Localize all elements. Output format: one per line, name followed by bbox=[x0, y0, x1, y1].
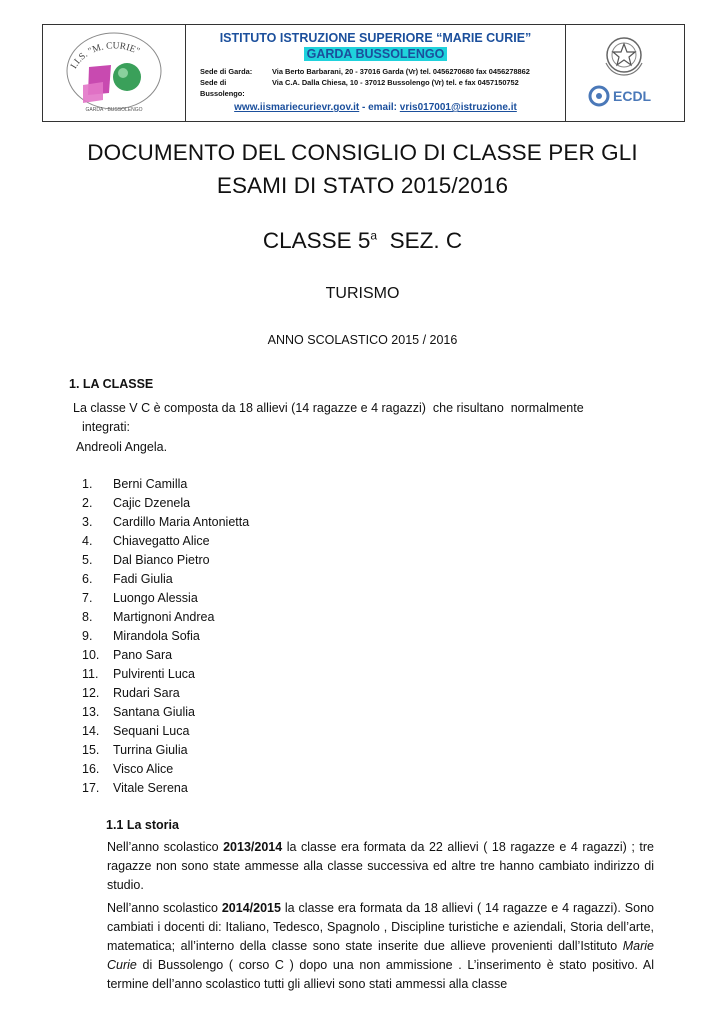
student-number: 4. bbox=[82, 534, 93, 548]
sede-bussolengo bbox=[200, 77, 565, 99]
history-p1-a: Nell’anno scolastico bbox=[107, 840, 224, 854]
student-list-item bbox=[82, 779, 249, 798]
letterhead bbox=[42, 24, 685, 122]
letterhead-info bbox=[186, 25, 566, 121]
student-number: 2. bbox=[82, 496, 93, 510]
student-number: 13. bbox=[82, 705, 100, 719]
logo-subtext: GARDA · BUSSOLENGO bbox=[85, 107, 143, 113]
class-title-a: CLASSE 5 bbox=[262, 228, 371, 253]
student-list-item bbox=[82, 665, 249, 684]
section-heading-la-classe: 1. LA CLASSE bbox=[69, 377, 154, 391]
sede-garda-text: Via Berto Barbarani, 20 - 37016 Garda (Vr) tel. 0456270680 fax 0456278862 bbox=[272, 67, 530, 76]
school-name: ISTITUTO ISTRUZIONE SUPERIORE “MARIE CURIE” bbox=[219, 31, 532, 45]
student-list-item bbox=[82, 608, 249, 627]
student-number: 12. bbox=[82, 686, 100, 700]
class-intro bbox=[73, 399, 654, 437]
sede-bussolengo-text: Via C.A. Dalla Chiesa, 10 - 37012 Bussolengo (Vr) tel. e fax 0457150752 bbox=[272, 78, 519, 87]
student-name: Cajic Dzenela bbox=[113, 496, 191, 510]
ecdl-label: ECDL bbox=[613, 88, 652, 104]
logo-text: I.I.S. "M. CURIE" bbox=[69, 41, 141, 71]
student-name: Santana Giulia bbox=[113, 705, 196, 719]
student-name: Berni Camilla bbox=[113, 477, 188, 491]
email-link[interactable]: vris017001@istruzione.it bbox=[399, 102, 517, 113]
class-intro-line1: La classe V C è composta da 18 allievi (14 ragazze e 4 ragazzi) che risultano normalmente bbox=[73, 401, 584, 415]
student-name: Luongo Alessia bbox=[113, 591, 198, 605]
school-place: GARDA BUSSOLENGO bbox=[304, 47, 448, 61]
school-logo bbox=[43, 25, 186, 121]
student-list-item bbox=[82, 760, 249, 779]
student-list-item bbox=[82, 646, 249, 665]
student-number: 15. bbox=[82, 743, 100, 757]
history-p2-italic: Marie Curie bbox=[107, 939, 654, 973]
sede-bussolengo-label: Sede di Bussolengo: bbox=[200, 78, 245, 98]
student-name: Visco Alice bbox=[113, 762, 174, 776]
student-name: Fadi Giulia bbox=[113, 572, 173, 586]
history-paragraph-2 bbox=[107, 899, 654, 995]
contacts bbox=[186, 102, 565, 113]
school-logo-graphic bbox=[43, 25, 185, 121]
student-list-item bbox=[82, 722, 249, 741]
history-p2-year: 2014/2015 bbox=[221, 900, 281, 915]
student-list-item bbox=[82, 551, 249, 570]
student-number: 16. bbox=[82, 762, 100, 776]
student-number: 6. bbox=[82, 572, 93, 586]
school-year: ANNO SCOLASTICO 2015 / 2016 bbox=[267, 333, 458, 347]
student-list-item bbox=[82, 513, 249, 532]
history-p2-a: Nell’anno scolastico bbox=[107, 900, 222, 915]
student-number: 8. bbox=[82, 610, 93, 624]
student-number: 11. bbox=[82, 667, 99, 681]
student-number: 5. bbox=[82, 553, 93, 567]
course-name: TURISMO bbox=[325, 285, 400, 302]
history-paragraph-1 bbox=[107, 838, 654, 896]
student-list-item bbox=[82, 494, 249, 513]
class-title-b: SEZ. C bbox=[377, 228, 463, 253]
student-number: 14. bbox=[82, 724, 100, 738]
student-name: Rudari Sara bbox=[113, 686, 180, 700]
website-link[interactable]: www.iismariecurievr.gov.it bbox=[234, 102, 360, 113]
class-intro-line2: integrati: bbox=[82, 420, 130, 434]
ecdl-icon bbox=[588, 85, 610, 107]
student-name: Martignoni Andrea bbox=[113, 610, 215, 624]
student-number: 10. bbox=[82, 648, 100, 662]
history-p1-b: la classe era formata da 22 allievi ( 18 ragazze e 4 ragazzi) ; tre ragazze non sono state ammesse alla classe successiva ed altre tre hanno cambiato indirizzo di studio. bbox=[107, 840, 654, 893]
class-title bbox=[0, 228, 725, 254]
student-list-item bbox=[82, 532, 249, 551]
student-number: 9. bbox=[82, 629, 93, 643]
email-label: - email: bbox=[359, 102, 400, 113]
sede-garda bbox=[200, 66, 565, 77]
student-list bbox=[82, 475, 249, 798]
student-name: Cardillo Maria Antonietta bbox=[113, 515, 250, 529]
section-heading-la-storia: 1.1 La storia bbox=[106, 818, 179, 832]
student-name: Turrina Giulia bbox=[113, 743, 188, 757]
student-name: Dal Bianco Pietro bbox=[113, 553, 210, 567]
letterhead-emblems bbox=[566, 25, 684, 121]
student-number: 7. bbox=[82, 591, 93, 605]
document-title-line1: DOCUMENTO DEL CONSIGLIO DI CLASSE PER GLI bbox=[87, 140, 638, 165]
student-list-item bbox=[82, 475, 249, 494]
history-p2-c: di Bussolengo ( corso C ) dopo una non ammissione . L’inserimento è stato positivo. Al termine dell’anno scolastico tutti gli allievi sono stati ammessi alla classe bbox=[107, 958, 654, 992]
ecdl-logo bbox=[588, 85, 651, 107]
student-number: 17. bbox=[82, 781, 100, 795]
student-name: Pulvirenti Luca bbox=[113, 667, 195, 681]
student-list-item bbox=[82, 703, 249, 722]
student-list-item bbox=[82, 741, 249, 760]
history-p2-b: la classe era formata da 18 allievi ( 14 ragazze e 4 ragazzi). Sono cambiati i docenti di: Italiano, Tedesco, Spagnolo , Discipline turistiche e aziendali, Storia dell’arte, matematica; all’interno della classe sono state inserite due allieve provenienti dall’Istituto bbox=[107, 900, 655, 954]
student-name: Vitale Serena bbox=[113, 781, 188, 795]
student-number: 1. bbox=[82, 477, 93, 491]
sede-garda-label: Sede di Garda: bbox=[200, 67, 253, 76]
first-student: Andreoli Angela. bbox=[76, 440, 168, 454]
class-title-sup: a bbox=[370, 228, 378, 243]
student-name: Mirandola Sofia bbox=[113, 629, 200, 643]
student-name: Sequani Luca bbox=[113, 724, 190, 738]
student-list-item bbox=[82, 684, 249, 703]
history-text bbox=[107, 838, 654, 998]
student-name: Chiavegatto Alice bbox=[113, 534, 210, 548]
student-list-item bbox=[82, 627, 249, 646]
student-list-item bbox=[82, 570, 249, 589]
student-name: Pano Sara bbox=[113, 648, 173, 662]
student-list-item bbox=[82, 589, 249, 608]
document-title-line2: ESAMI DI STATO 2015/2016 bbox=[216, 173, 509, 198]
student-number: 3. bbox=[82, 515, 93, 529]
history-p1-year: 2013/2014 bbox=[223, 840, 283, 854]
